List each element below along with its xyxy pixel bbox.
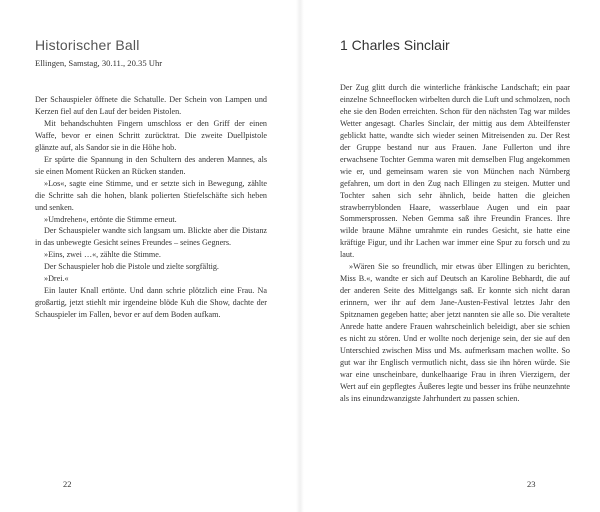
paragraph: Der Zug glitt durch die winterliche fränkische Landschaft; ein paar einzelne Schneeflocken wirbelten durch die Luft und schmolzen, noch ehe sie den Boden erreichten. Schon für den nächsten Tag war mildes Wetter angesagt. Charles Sinclair, der mittig aus dem Abteilfenster geblickt hatte, wandte sich wieder seinen Mitreisenden zu. Der Rest der Gruppe bestand nur aus Frauen. Jane Fullerton und ihre erwachsene Tochter Gemma waren mit demselben Flug angekommen wie er, und gemeinsam waren sie von München nach Nürnberg gefahren, um dort in den Zug nach Ellingen zu steigen. Mutter und Tochter sahen sich sehr ähnlich, beide hatten die gleichen strawberryblonden Haare, wasserblaue Augen und ein paar Sommersprossen. Neben Gemma saß ihre Freundin Frances. Ihre wilde braune Mähne umrahmte ein rundes Gesicht, sie hatte eine kräftige Figur, und ihr Lachen war immer eine Spur zu forsch und zu laut.: [340, 83, 570, 260]
paragraph: Er spürte die Spannung in den Schultern des anderen Mannes, als sie einen Moment Rücken an Rücken standen.: [35, 154, 267, 176]
paragraph: »Wären Sie so freundlich, mir etwas über Ellingen zu berichten, Miss B.«, wandte er sich auf Deutsch an Karoline Bebhardt, die auf der anderen Seite des Mittelgangs saß. Er konnte sich nicht daran erinnern, wer ihr auf dem Jane-Austen-Festival letztes Jahr den Spitznamen gegeben hatte; aber jetzt nannten sie alle so. Die veraltete Anrede hatte andere Frauen wahrscheinlich beleidigt, aber sie schien es nicht zu stören. Und er wollte noch derjenige sein, der sie auf den Unterschied zwischen Miss und Ms. aufmerksam machen wollte. So gut war ihr Englisch vermutlich nicht, dass sie ihn hören würde. Sie war eine unscheinbare, dunkelhaarige Frau in ihren Vierzigern, der Wert auf ein gepflegtes Äußeres legte und besser ins frühe neunzehnte als ins einundzwanzigste Jahrhundert zu passen schien.: [340, 262, 570, 403]
right-page: [300, 0, 600, 512]
chapter-title: Historischer Ball: [35, 37, 140, 53]
paragraph: Der Schauspieler wandte sich langsam um. Blickte aber die Distanz in das unbewegte Gesicht seines Freundes – seines Gegners.: [35, 226, 267, 248]
paragraph: Der Schauspieler öffnete die Schatulle. Der Schein von Lampen und Kerzen fiel auf den Lauf der beiden Pistolen.: [35, 95, 267, 116]
chapter-subtitle: Ellingen, Samstag, 30.11., 20.35 Uhr: [35, 58, 163, 68]
paragraph: »Drei.«: [44, 274, 69, 284]
paragraph: »Eins, zwei …«, zählte die Stimme.: [44, 250, 161, 260]
chapter-title: 1 Charles Sinclair: [340, 37, 450, 53]
left-body-text: [35, 94, 267, 321]
paragraph: »Los«, sagte eine Stimme, und er setzte sich in Bewegung, zählte die Schritte sah die hohen, blank polierten Stiefelschäfte sich heben und senken.: [35, 178, 267, 212]
page-number-left: 22: [63, 479, 72, 489]
page-number-right: 23: [527, 479, 536, 489]
paragraph: »Umdrehen«, ertönte die Stimme erneut.: [44, 214, 177, 224]
paragraph: Mit behandschuhten Fingern umschloss er den Griff der einen Waffe, bevor er einen Schritt zurücktrat. Die zweite Duellpistole glänzte auf, als Sandor sie in die Höhe hob.: [35, 118, 267, 152]
paragraph: Der Schauspieler hob die Pistole und zielte sorgfältig.: [44, 262, 219, 272]
paragraph: Ein lauter Knall ertönte. Und dann schrie plötzlich eine Frau. Na großartig, jetzt stiehlt mir irgendeine blöde Kuh die Show, dachte der Schauspieler im Fallen, bevor er auf dem Boden aufkam.: [35, 286, 267, 320]
right-body-text: [340, 82, 570, 405]
